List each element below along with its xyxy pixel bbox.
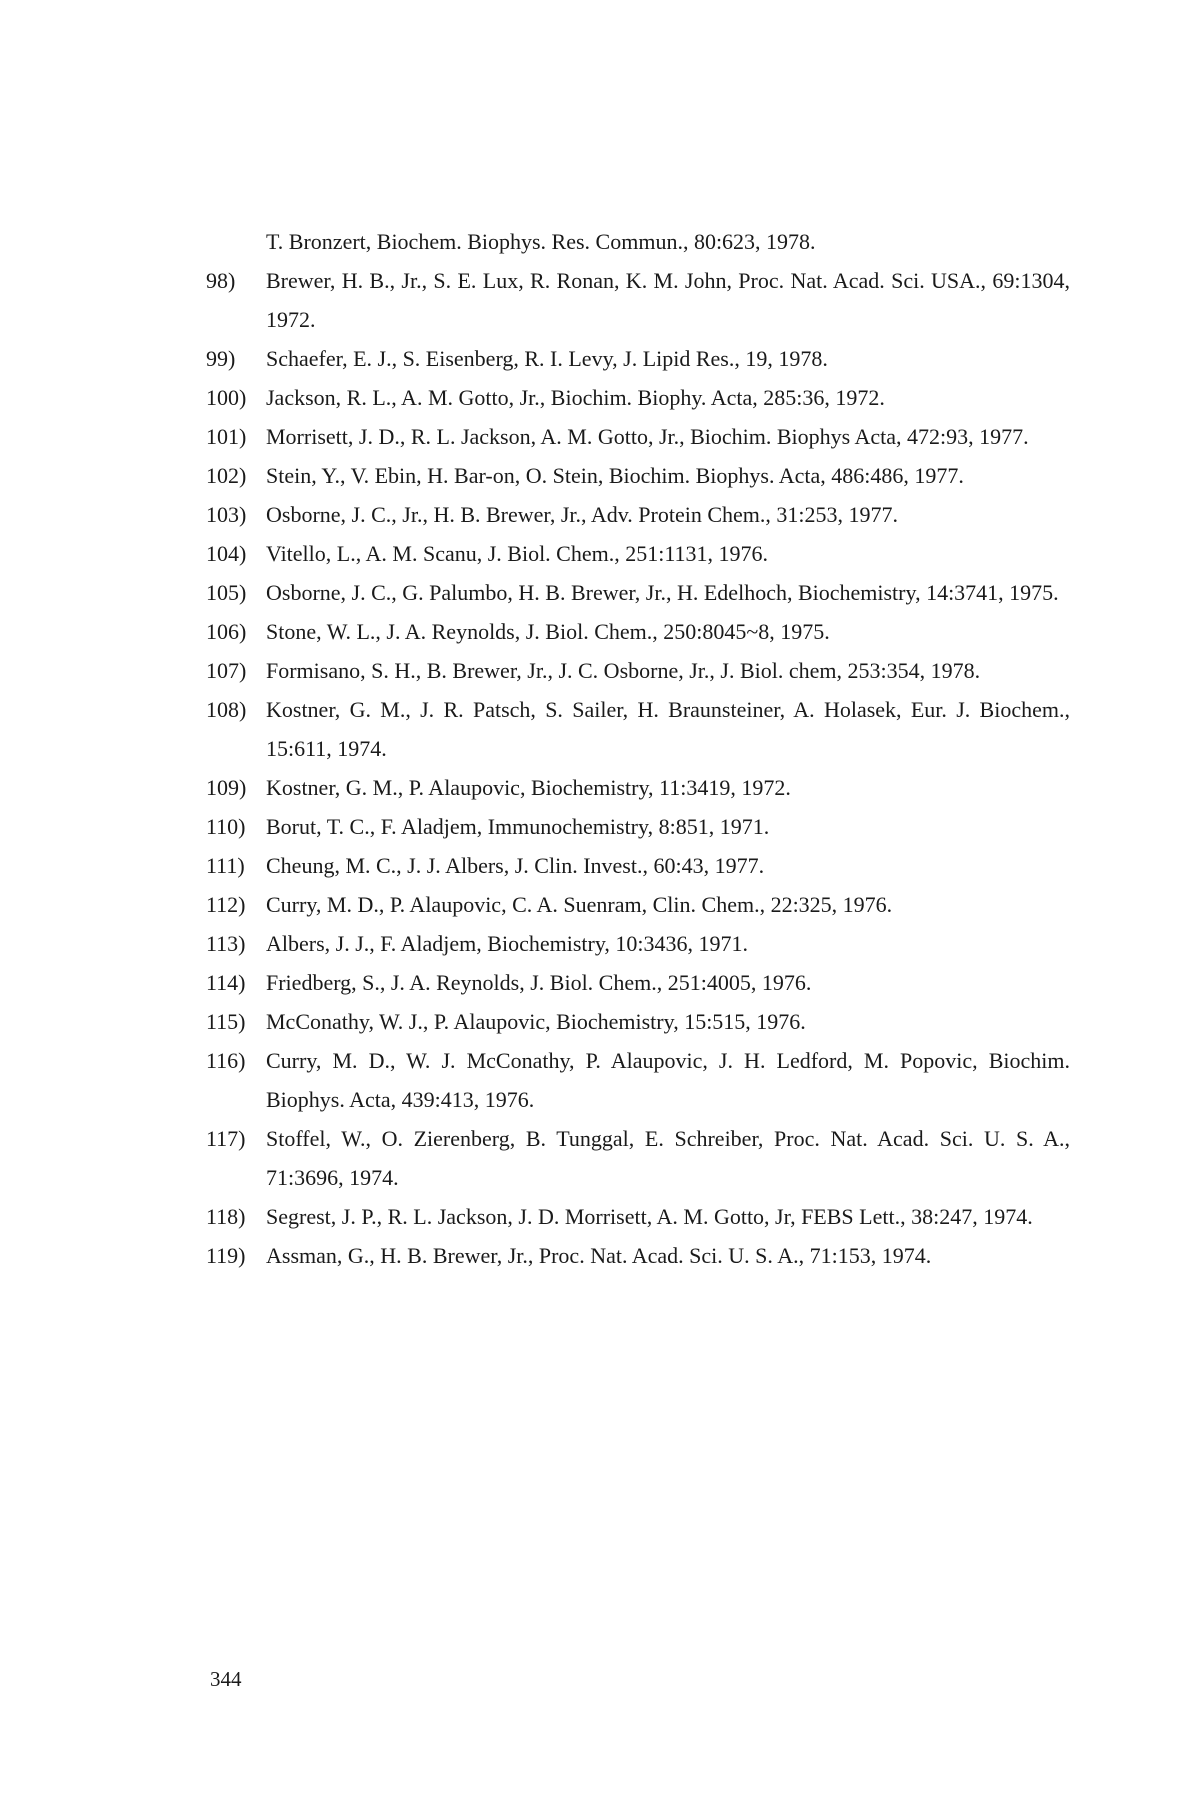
reference-text: Curry, M. D., W. J. McConathy, P. Alaupovic, J. H. Ledford, M. Popovic, Biochim. Biophys. Acta, 439:413, 1976. [266,1048,1070,1112]
reference-number: 113) [206,931,246,956]
reference-item-110 [206,807,1070,846]
reference-text: Cheung, M. C., J. J. Albers, J. Clin. Invest., 60:43, 1977. [266,853,765,878]
reference-number: 105) [206,580,247,605]
reference-text: McConathy, W. J., P. Alaupovic, Biochemistry, 15:515, 1976. [266,1009,806,1034]
reference-number: 112) [206,892,246,917]
reference-item-111 [206,846,1070,885]
reference-item-99 [206,339,1070,378]
reference-text: Albers, J. J., F. Aladjem, Biochemistry, 10:3436, 1971. [266,931,749,956]
reference-item-112 [206,885,1070,924]
reference-text: Kostner, G. M., J. R. Patsch, S. Sailer, H. Braunsteiner, A. Holasek, Eur. J. Biochem., 15:611, 1974. [266,697,1070,761]
page-number: 344 [210,1667,242,1691]
reference-text: Jackson, R. L., A. M. Gotto, Jr., Biochim. Biophy. Acta, 285:36, 1972. [266,385,885,410]
reference-text: Borut, T. C., F. Aladjem, Immunochemistry, 8:851, 1971. [266,814,770,839]
reference-number: 98) [206,268,236,293]
reference-number: 107) [206,658,247,683]
reference-item-102 [206,456,1070,495]
reference-item-105 [206,573,1070,612]
reference-number: 115) [206,1009,246,1034]
reference-text: Curry, M. D., P. Alaupovic, C. A. Suenram, Clin. Chem., 22:325, 1976. [266,892,893,917]
reference-item-98 [206,261,1070,339]
reference-number: 116) [206,1048,246,1073]
reference-text: Assman, G., H. B. Brewer, Jr., Proc. Nat. Acad. Sci. U. S. A., 71:153, 1974. [266,1243,932,1268]
reference-number: 108) [206,697,247,722]
reference-item-115 [206,1002,1070,1041]
reference-number: 118) [206,1204,246,1229]
reference-number: 109) [206,775,247,800]
reference-text: Schaefer, E. J., S. Eisenberg, R. I. Levy, J. Lipid Res., 19, 1978. [266,346,828,371]
reference-item-119 [206,1236,1070,1275]
reference-text: Osborne, J. C., Jr., H. B. Brewer, Jr., Adv. Protein Chem., 31:253, 1977. [266,502,899,527]
reference-item-109 [206,768,1070,807]
reference-text: Morrisett, J. D., R. L. Jackson, A. M. Gotto, Jr., Biochim. Biophys Acta, 472:93, 1977. [266,424,1029,449]
reference-text: Osborne, J. C., G. Palumbo, H. B. Brewer, Jr., H. Edelhoch, Biochemistry, 14:3741, 1975. [266,580,1059,605]
reference-number: 119) [206,1243,246,1268]
reference-item-118 [206,1197,1070,1236]
reference-item-116 [206,1041,1070,1119]
reference-text: T. Bronzert, Biochem. Biophys. Res. Commun., 80:623, 1978. [266,229,816,254]
reference-text: Stoffel, W., O. Zierenberg, B. Tunggal, E. Schreiber, Proc. Nat. Acad. Sci. U. S. A., 71:3696, 1974. [266,1126,1070,1190]
reference-text: Friedberg, S., J. A. Reynolds, J. Biol. Chem., 251:4005, 1976. [266,970,812,995]
reference-number: 106) [206,619,247,644]
reference-number: 100) [206,385,247,410]
reference-number: 110) [206,814,246,839]
reference-item-117 [206,1119,1070,1197]
reference-item-114 [206,963,1070,1002]
reference-number: 111) [206,853,245,878]
reference-item-103 [206,495,1070,534]
reference-number: 102) [206,463,247,488]
reference-text: Kostner, G. M., P. Alaupovic, Biochemistry, 11:3419, 1972. [266,775,791,800]
reference-text: Brewer, H. B., Jr., S. E. Lux, R. Ronan, K. M. John, Proc. Nat. Acad. Sci. USA., 69:1304, 1972. [266,268,1070,332]
reference-text: Segrest, J. P., R. L. Jackson, J. D. Morrisett, A. M. Gotto, Jr, FEBS Lett., 38:247, 1974. [266,1204,1033,1229]
reference-text: Stein, Y., V. Ebin, H. Bar-on, O. Stein, Biochim. Biophys. Acta, 486:486, 1977. [266,463,964,488]
reference-item-113 [206,924,1070,963]
reference-item-100 [206,378,1070,417]
reference-number: 117) [206,1126,246,1151]
reference-item-106 [206,612,1070,651]
reference-item-108 [206,690,1070,768]
reference-item-107 [206,651,1070,690]
reference-text: Stone, W. L., J. A. Reynolds, J. Biol. Chem., 250:8045~8, 1975. [266,619,830,644]
reference-number: 114) [206,970,246,995]
reference-number: 103) [206,502,247,527]
reference-item-104 [206,534,1070,573]
reference-text: Formisano, S. H., B. Brewer, Jr., J. C. Osborne, Jr., J. Biol. chem, 253:354, 1978. [266,658,981,683]
reference-number: 101) [206,424,247,449]
reference-item-101 [206,417,1070,456]
reference-item-0 [210,222,1070,261]
reference-text: Vitello, L., A. M. Scanu, J. Biol. Chem., 251:1131, 1976. [266,541,769,566]
reference-number: 99) [206,346,236,371]
reference-number: 104) [206,541,247,566]
reference-list [206,222,1070,1275]
